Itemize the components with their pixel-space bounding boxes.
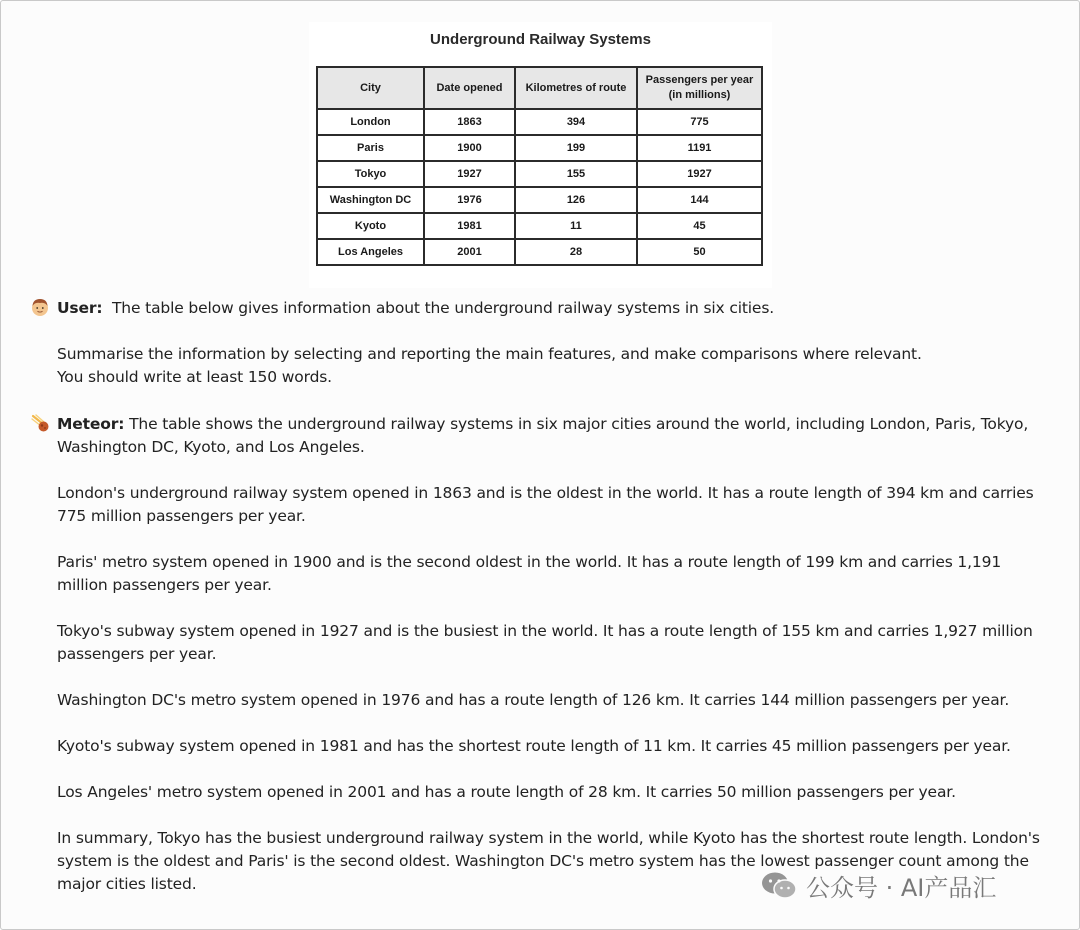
cell-city: Washington DC bbox=[317, 187, 424, 213]
wechat-icon bbox=[760, 871, 798, 901]
cell-date-opened: 1927 bbox=[424, 161, 515, 187]
assistant-paragraph-tokyo: Tokyo's subway system opened in 1927 and is the busiest in the world. It has a route length of 155 km and carries 1,927 million passengers per year. bbox=[57, 622, 1033, 663]
cell-date-opened: 1900 bbox=[424, 135, 515, 161]
assistant-paragraph-kyoto: Kyoto's subway system opened in 1981 and has the shortest route length of 11 km. It carries 45 million passengers per year. bbox=[57, 737, 1011, 755]
user-message bbox=[57, 297, 1047, 389]
user-speaker-label: User: bbox=[57, 299, 103, 317]
person-avatar-icon bbox=[30, 297, 50, 317]
user-line-3: You should write at least 150 words. bbox=[57, 368, 332, 386]
cell-date-opened: 1976 bbox=[424, 187, 515, 213]
meteor-icon bbox=[30, 413, 50, 433]
table-row bbox=[317, 187, 762, 213]
cell-city: Los Angeles bbox=[317, 239, 424, 265]
table-row bbox=[317, 161, 762, 187]
cell-kilometres: 28 bbox=[515, 239, 637, 265]
cell-date-opened: 1981 bbox=[424, 213, 515, 239]
cell-passengers: 144 bbox=[637, 187, 762, 213]
table-row bbox=[317, 135, 762, 161]
cell-city: London bbox=[317, 109, 424, 135]
cell-city: Kyoto bbox=[317, 213, 424, 239]
cell-kilometres: 155 bbox=[515, 161, 637, 187]
assistant-paragraph-los-angeles: Los Angeles' metro system opened in 2001 and has a route length of 28 km. It carries 50 million passengers per year. bbox=[57, 783, 956, 801]
table-row bbox=[317, 213, 762, 239]
cell-passengers: 1191 bbox=[637, 135, 762, 161]
header-passengers-line2: (in millions) bbox=[668, 89, 731, 101]
table-body bbox=[317, 109, 762, 265]
assistant-message bbox=[57, 413, 1047, 896]
railway-table bbox=[316, 66, 763, 266]
table-row bbox=[317, 239, 762, 265]
cell-passengers: 775 bbox=[637, 109, 762, 135]
cell-kilometres: 126 bbox=[515, 187, 637, 213]
cell-kilometres: 199 bbox=[515, 135, 637, 161]
cell-passengers: 1927 bbox=[637, 161, 762, 187]
assistant-paragraph-washington: Washington DC's metro system opened in 1976 and has a route length of 126 km. It carries 144 million passengers per year. bbox=[57, 691, 1010, 709]
header-passengers-line1: Passengers per year bbox=[645, 74, 754, 86]
cell-kilometres: 394 bbox=[515, 109, 637, 135]
cell-date-opened: 2001 bbox=[424, 239, 515, 265]
table-figure bbox=[309, 22, 772, 288]
watermark bbox=[760, 868, 996, 903]
header-city: City bbox=[317, 67, 424, 109]
cell-passengers: 50 bbox=[637, 239, 762, 265]
figure-title: Underground Railway Systems bbox=[430, 31, 651, 48]
assistant-paragraph-paris: Paris' metro system opened in 1900 and is the second oldest in the world. It has a route length of 199 km and carries 1,191 million passengers per year. bbox=[57, 553, 1002, 594]
assistant-paragraph-london: London's underground railway system opened in 1863 and is the oldest in the world. It has a route length of 394 km and carries 775 million passengers per year. bbox=[57, 484, 1034, 525]
table-header-row bbox=[317, 67, 762, 109]
user-line-2: Summarise the information by selecting and reporting the main features, and make comparisons where relevant. bbox=[57, 345, 922, 363]
table-row bbox=[317, 109, 762, 135]
assistant-speaker-label: Meteor: bbox=[57, 415, 125, 433]
assistant-paragraph-summary: In summary, Tokyo has the busiest underground railway system in the world, while Kyoto has the shortest route length. London's system is the oldest and Paris' is the second oldest. Washington DC's metro system has the lowest passenger count among the major cities listed. bbox=[57, 829, 1040, 893]
assistant-intro bbox=[57, 413, 1047, 459]
cell-city: Paris bbox=[317, 135, 424, 161]
cell-city: Tokyo bbox=[317, 161, 424, 187]
cell-passengers: 45 bbox=[637, 213, 762, 239]
watermark-text: 公众号 · AI产品汇 bbox=[806, 874, 997, 902]
user-line-1 bbox=[57, 297, 1047, 320]
header-kilometres: Kilometres of route bbox=[515, 67, 637, 109]
cell-date-opened: 1863 bbox=[424, 109, 515, 135]
header-date-opened: Date opened bbox=[424, 67, 515, 109]
user-line1-text: The table below gives information about the underground railway systems in six cities. bbox=[111, 299, 775, 317]
assistant-intro-text: The table shows the underground railway systems in six major cities around the world, including London, Paris, Tokyo, Washington DC, Kyoto, and Los Angeles. bbox=[57, 415, 1029, 456]
cell-kilometres: 11 bbox=[515, 213, 637, 239]
header-passengers bbox=[637, 67, 762, 109]
